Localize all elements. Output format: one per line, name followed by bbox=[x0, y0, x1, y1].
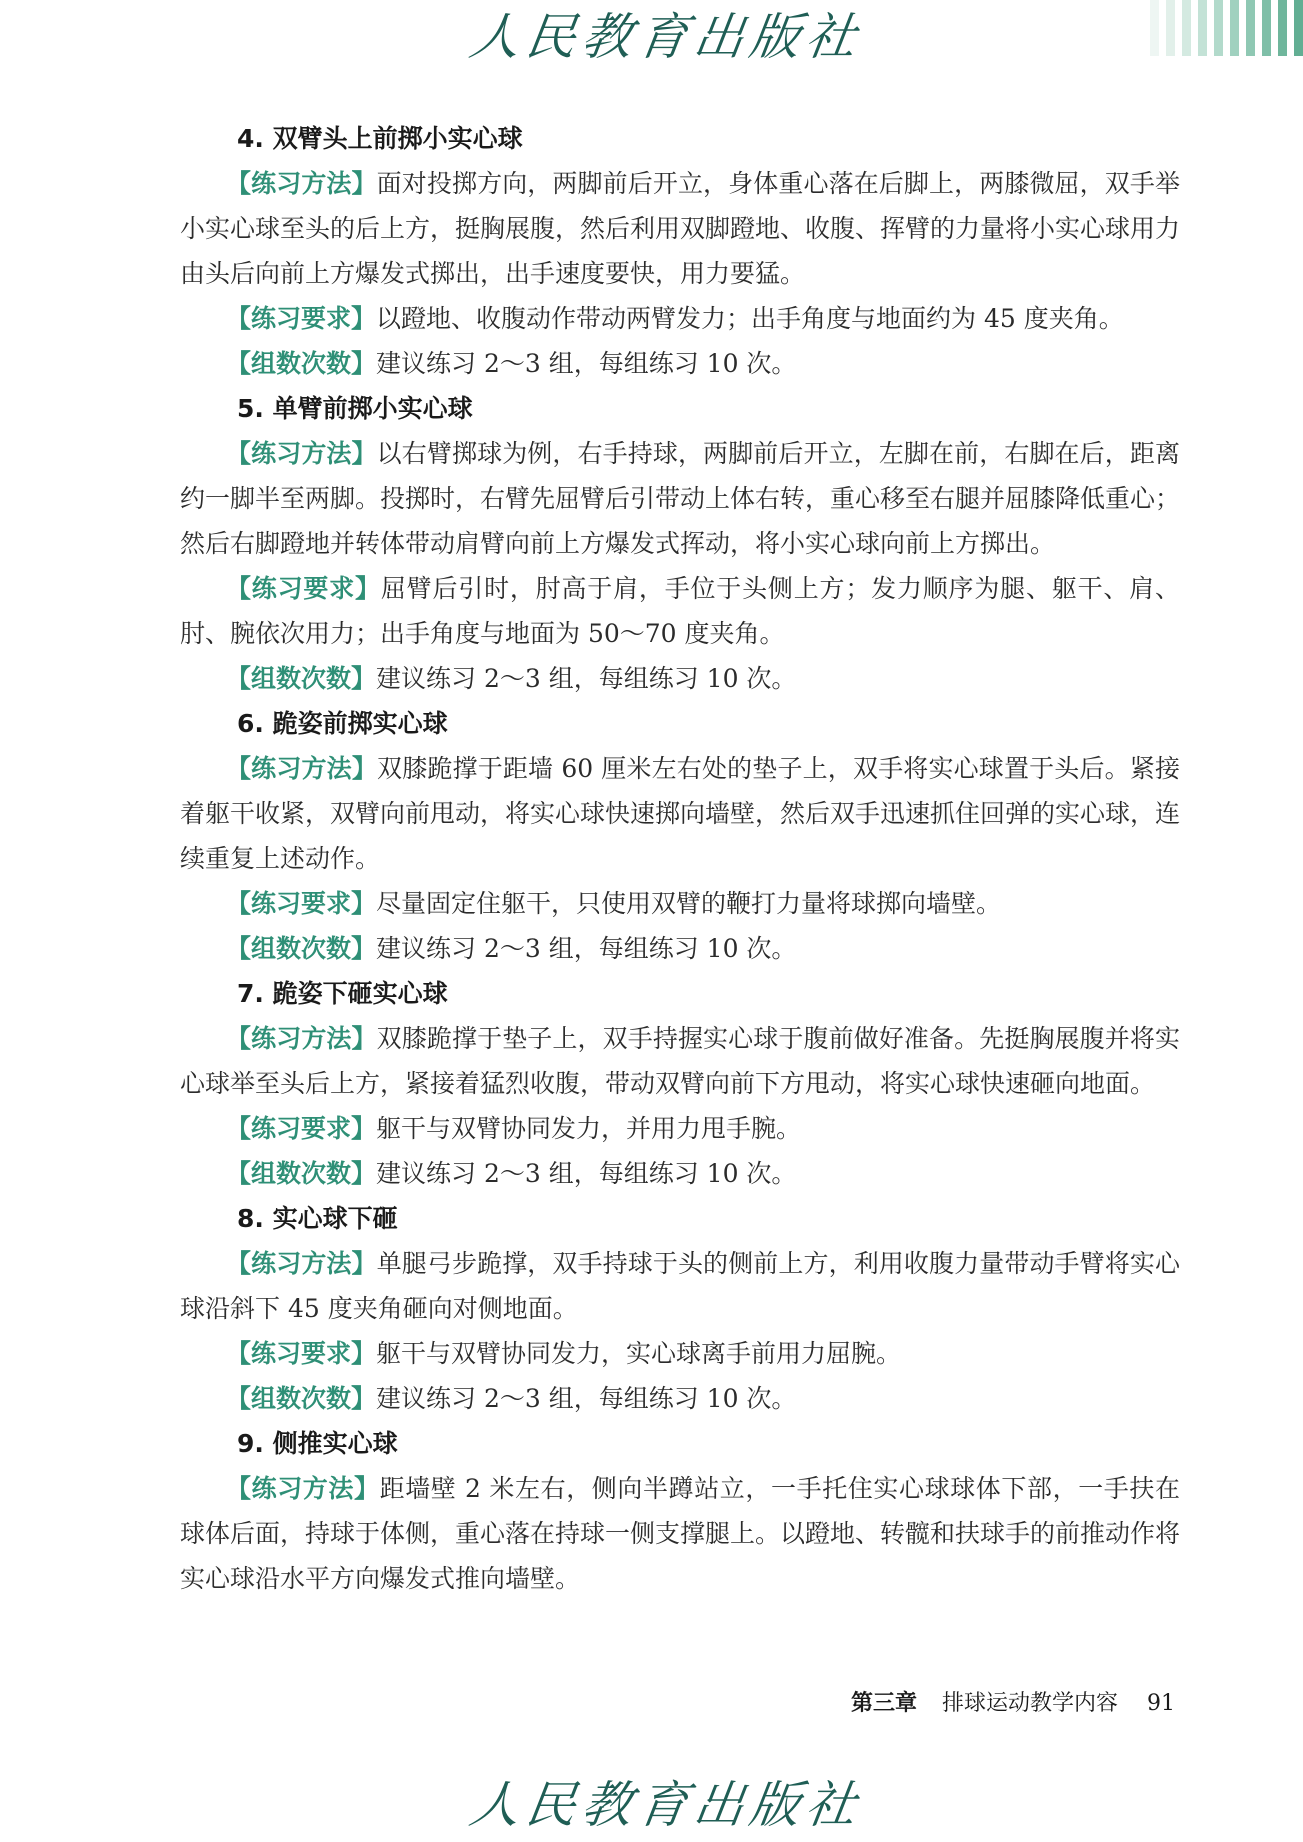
paragraph-tag: 【练习要求】 bbox=[226, 574, 381, 603]
stripe bbox=[1198, 0, 1207, 56]
paragraph-tag: 【组数次数】 bbox=[226, 1384, 377, 1413]
page-body bbox=[180, 116, 1180, 1601]
paragraph-tag: 【练习要求】 bbox=[226, 889, 377, 918]
paragraph-text: 屈臂后引时，肘高于肩，手位于头侧上方；发力顺序为腿、躯干、肩、肘、腕依次用力；出手角度与地面为 50～70 度夹角。 bbox=[180, 574, 1180, 648]
section-title: 7. 跪姿下砸实心球 bbox=[237, 979, 448, 1008]
paragraph bbox=[180, 431, 1180, 566]
paragraph-text: 躯干与双臂协同发力，并用力甩手腕。 bbox=[376, 1114, 802, 1143]
paragraph-tag: 【练习方法】 bbox=[226, 754, 378, 783]
paragraph bbox=[180, 1016, 1180, 1106]
page-number: 91 bbox=[1147, 1691, 1175, 1716]
paragraph-tag: 【组数次数】 bbox=[226, 349, 377, 378]
paragraph-tag: 【组数次数】 bbox=[226, 664, 377, 693]
stripe bbox=[1278, 0, 1287, 56]
paragraph-tag: 【组数次数】 bbox=[226, 1159, 377, 1188]
paragraph-text: 双膝跪撑于垫子上，双手持握实心球于腹前做好准备。先挺胸展腹并将实心球举至头后上方，紧接着猛烈收腹，带动双臂向前下方甩动，将实心球快速砸向地面。 bbox=[180, 1024, 1180, 1098]
paragraph bbox=[180, 1466, 1180, 1601]
paragraph-text: 面对投掷方向，两脚前后开立，身体重心落在后脚上，两膝微屈，双手举小实心球至头的后上方，挺胸展腹，然后利用双脚蹬地、收腹、挥臂的力量将小实心球用力由头后向前上方爆发式掷出，出手速度要快，用力要猛。 bbox=[180, 169, 1181, 288]
stripe bbox=[1214, 0, 1223, 56]
stripe bbox=[1246, 0, 1255, 56]
paragraph bbox=[180, 1106, 1180, 1151]
paragraph-text: 双膝跪撑于距墙 60 厘米左右处的垫子上，双手将实心球置于头后。紧接着躯干收紧，双臂向前甩动，将实心球快速掷向墙壁，然后双手迅速抓住回弹的实心球，连续重复上述动作。 bbox=[180, 754, 1181, 873]
stripe bbox=[1262, 0, 1271, 56]
section-title: 4. 双臂头上前掷小实心球 bbox=[237, 124, 523, 153]
paragraph-tag: 【练习要求】 bbox=[226, 1114, 377, 1143]
section-title: 5. 单臂前掷小实心球 bbox=[237, 394, 473, 423]
decorative-stripes bbox=[1060, 0, 1303, 56]
publisher-logo-bottom: 人民教育出版社 bbox=[465, 1776, 867, 1834]
paragraph-text: 尽量固定住躯干，只使用双臂的鞭打力量将球掷向墙壁。 bbox=[376, 889, 1002, 918]
publisher-logo-top: 人民教育出版社 bbox=[465, 8, 867, 66]
paragraph-text: 躯干与双臂协同发力，实心球离手前用力屈腕。 bbox=[376, 1339, 902, 1368]
stripe bbox=[1182, 0, 1191, 56]
paragraph bbox=[180, 161, 1180, 296]
paragraph-text: 建议练习 2～3 组，每组练习 10 次。 bbox=[376, 934, 797, 963]
chapter-title: 排球运动教学内容 bbox=[941, 1691, 1118, 1716]
section-title: 6. 跪姿前掷实心球 bbox=[237, 709, 448, 738]
section-title: 9. 侧推实心球 bbox=[237, 1429, 398, 1458]
paragraph-text: 以右臂掷球为例，右手持球，两脚前后开立，左脚在前，右脚在后，距离约一脚半至两脚。投掷时，右臂先屈臂后引带动上体右转，重心移至右腿并屈膝降低重心；然后右脚蹬地并转体带动肩臂向前上方爆发式挥动，将小实心球向前上方掷出。 bbox=[180, 439, 1181, 558]
page-footer bbox=[851, 1689, 1175, 1719]
paragraph-tag: 【组数次数】 bbox=[226, 934, 377, 963]
paragraph-text: 距墙壁 2 米左右，侧向半蹲站立，一手托住实心球球体下部，一手扶在球体后面，持球于体侧，重心落在持球一侧支撑腿上。以蹬地、转髋和扶球手的前推动作将实心球沿水平方向爆发式推向墙壁。 bbox=[180, 1474, 1181, 1593]
paragraph bbox=[180, 1151, 1180, 1196]
stripe bbox=[1166, 0, 1175, 56]
paragraph bbox=[180, 746, 1180, 881]
paragraph bbox=[180, 1241, 1180, 1331]
paragraph-text: 建议练习 2～3 组，每组练习 10 次。 bbox=[376, 664, 797, 693]
chapter-label: 第三章 bbox=[850, 1691, 917, 1716]
paragraph bbox=[180, 296, 1180, 341]
paragraph-text: 以蹬地、收腹动作带动两臂发力；出手角度与地面约为 45 度夹角。 bbox=[376, 304, 1124, 333]
paragraph-text: 建议练习 2～3 组，每组练习 10 次。 bbox=[376, 349, 797, 378]
paragraph bbox=[180, 656, 1180, 701]
stripe bbox=[1294, 0, 1303, 56]
paragraph-text: 建议练习 2～3 组，每组练习 10 次。 bbox=[376, 1384, 797, 1413]
paragraph-tag: 【练习方法】 bbox=[226, 1474, 380, 1503]
paragraph bbox=[180, 341, 1180, 386]
paragraph bbox=[180, 1376, 1180, 1421]
paragraph bbox=[180, 926, 1180, 971]
stripe bbox=[1150, 0, 1159, 56]
paragraph bbox=[180, 1331, 1180, 1376]
section-title: 8. 实心球下砸 bbox=[237, 1204, 398, 1233]
paragraph-text: 建议练习 2～3 组，每组练习 10 次。 bbox=[376, 1159, 797, 1188]
stripe bbox=[1230, 0, 1239, 56]
paragraph-tag: 【练习方法】 bbox=[226, 439, 377, 468]
paragraph-tag: 【练习方法】 bbox=[226, 1249, 377, 1278]
paragraph-tag: 【练习方法】 bbox=[226, 1024, 377, 1053]
paragraph-text: 单腿弓步跪撑，双手持球于头的侧前上方，利用收腹力量带动手臂将实心球沿斜下 45 度夹角砸向对侧地面。 bbox=[180, 1249, 1180, 1323]
paragraph bbox=[180, 881, 1180, 926]
paragraph-tag: 【练习方法】 bbox=[226, 169, 377, 198]
paragraph bbox=[180, 566, 1180, 656]
paragraph-tag: 【练习要求】 bbox=[226, 304, 377, 333]
paragraph-tag: 【练习要求】 bbox=[226, 1339, 377, 1368]
